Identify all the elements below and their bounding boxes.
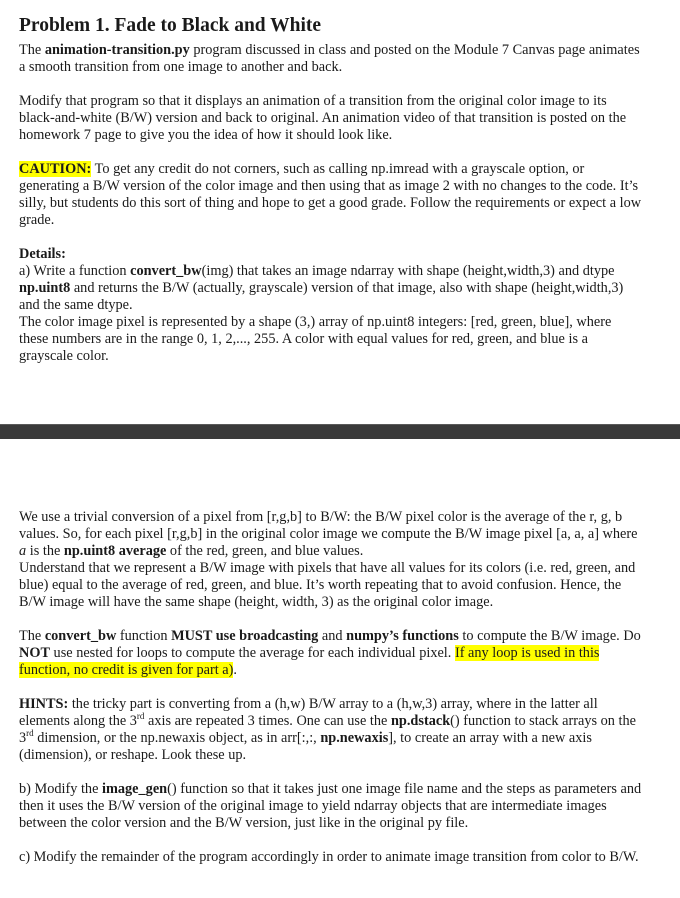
page-2-content [19,509,644,866]
no-loop-warning: If any loop is used in this function, no credit is given for part a) [19,645,600,678]
page-separator [0,424,680,439]
details-label: Details: [19,246,66,262]
must-paragraph: The convert_bw function MUST use broadcasting and numpy’s functions to compute the B/W image. Do NOT use nested for loops to compute the average for each individual pixel. If any loop is used in this function, no credit is given for part a). [19,628,641,678]
caution-paragraph: CAUTION: To get any credit do not corners, such as calling np.imread with a grayscale option, or generating a B/W version of the color image and then using that as image 2 with no changes to the code. It’s silly, but students do this sort of thing and hope to get a good grade. Follow the requirements or expect a low grade. [19,161,642,228]
hints-paragraph: HINTS: the tricky part is converting from a (h,w) B/W array to a (h,w,3) array, where in the latter all elements along the 3rd axis are repeated 3 times. One can use the np.dstack() function to stack arrays on the 3rd dimension, or the np.newaxis object, as in arr[:,:, np.newaxis], to create an array with a new axis (dimension), or reshape. Look these up. [19,696,636,763]
pixel-paragraph: The color image pixel is represented by a shape (3,) array of np.uint8 integers: [red, green, blue], where these numbers are in the range 0, 1, 2,..., 255. A color with equal values for red, green, and blue is a grayscale color. [19,314,612,364]
dtype-name: np.uint8 [19,280,71,296]
problem-title: Problem 1. Fade to Black and White [19,15,322,36]
document-page-1 [0,0,680,424]
part-a-paragraph: a) Write a function convert_bw(img) that takes an image ndarray with shape (height,width,3) and dtype np.uint8 and returns the B/W (actually, grayscale) version of that image, also with shape (height,width,3) and the same dtype. [19,263,624,313]
caution-label: CAUTION: [19,161,92,177]
convert-bw-name: convert_bw [130,263,202,279]
page-1-content [19,14,644,365]
conversion-paragraph: We use a trivial conversion of a pixel from [r,g,b] to B/W: the B/W pixel color is the average of the r, g, b values. So, for each pixel [r,g,b] in the original color image we compute the B/W image pixel [a, a, a] where a is the np.uint8 average of the red, green, and blue values. Understand that we represent a B/W image with pixels that have all values for its colors (i.e. red, green, and blue) equal to the average of red, green, and blue. It’s worth repeating that to avoid confusion. Hence, the B/W image will have the same shape (height, width, 3) as the original color image. [19,509,638,610]
filename: animation-transition.py [44,42,190,58]
average-term: np.uint8 average [63,543,167,559]
intro-paragraph: The animation-transition.py program discussed in class and posted on the Module 7 Canvas page animates a smooth transition from one image to another and back. [19,42,640,75]
modify-paragraph: Modify that program so that it displays an animation of a transition from the original color image to its black-and-white (B/W) version and back to original. An animation video of that transition is posted on the homework 7 page to give you the idea of how it should look like. [19,93,627,143]
part-b-paragraph: b) Modify the image_gen() function so that it takes just one image file name and the steps as parameters and then it uses the B/W version of the original image to yield ndarray objects that are intermediate images between the color version and the B/W version, just like in the original py file. [19,781,642,831]
part-c-paragraph: c) Modify the remainder of the program accordingly in order to animate image transition from color to B/W. [19,849,639,865]
